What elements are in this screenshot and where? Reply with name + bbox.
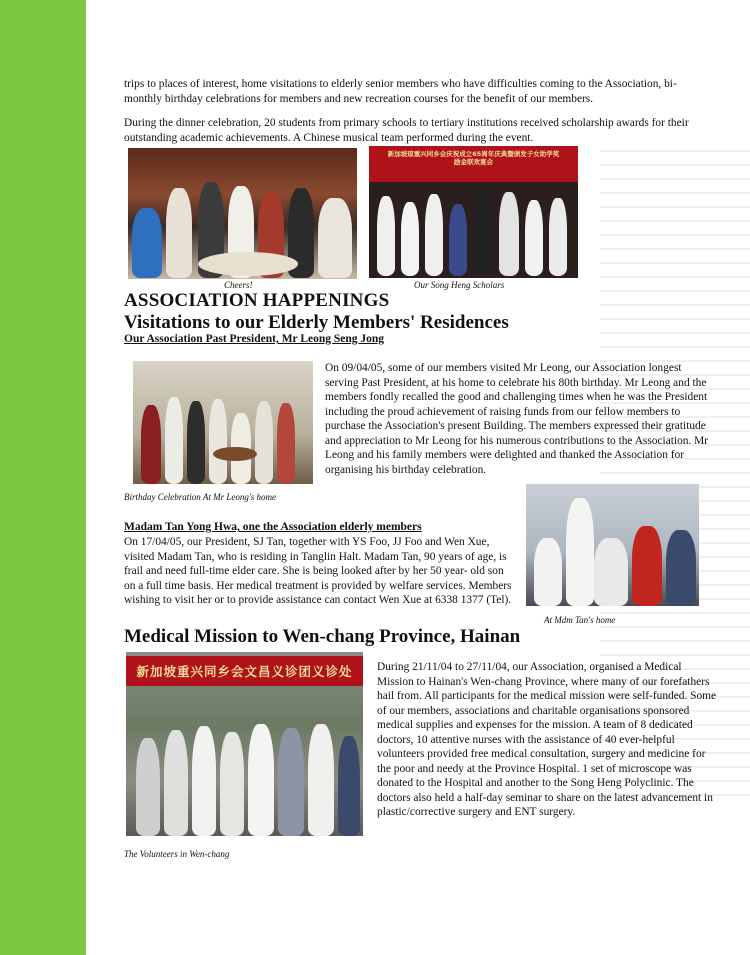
- cheers-photo: [128, 148, 357, 279]
- leong-title: Our Association Past President, Mr Leong Seng Jong: [124, 333, 385, 345]
- leong-text: On 09/04/05, some of our members visited Mr Leong, our Association longest serving Past President, at his home to celebrate his 80th birthday. Mr Leong and the members fondly recalled the good and challenging times when he was the President including the proud achievement of raising funds from our fellow members to purchase the Association's present Building. The members expressed their gratitude and appreciation to Mr Leong for his numerous contributions to the Association. Mr Leong and his family members were delighted and thanked the Association for organising his birthday celebration.: [325, 362, 709, 476]
- tan-text: On 17/04/05, our President, SJ Tan, together with YS Foo, JJ Foo and Wen Xue, visited Madam Tan, who is residing in Tanglin Halt. Madam Tan, 90 years of age, is frail and need full-time elder care. She is being looked after by her 50 year- old son on a full time basis. Her medical treatment is provided by welfare services. Members wishing to visit her or to provide assistance can contact Wen Xue at 6338 1377 (Tel).: [124, 536, 512, 606]
- birthday-caption: Birthday Celebration At Mr Leong's home: [124, 492, 276, 502]
- cheers-caption: Cheers!: [224, 280, 253, 290]
- birthday-photo: [133, 361, 313, 484]
- mdm-tan-caption: At Mdm Tan's home: [544, 615, 616, 625]
- scholars-banner: 新加坡琼重兴同乡会庆祝成立65周年庆典暨颁发子女助学奖励金联欢宴会: [387, 150, 560, 166]
- section-heading: ASSOCIATION HAPPENINGS: [124, 290, 390, 311]
- tan-title: Madam Tan Yong Hwa, one the Association elderly members: [124, 521, 422, 533]
- medical-heading: Medical Mission to Wen-chang Province, Hainan: [124, 626, 521, 647]
- sidebar-green-bar: [0, 0, 86, 955]
- scholars-caption: Our Song Heng Scholars: [414, 280, 505, 290]
- scholars-photo: [369, 146, 578, 278]
- section-subheading: Visitations to our Elderly Members' Residences: [124, 312, 509, 333]
- volunteers-photo: [126, 652, 363, 836]
- intro-paragraph-2: During the dinner celebration, 20 students from primary schools to tertiary institutions received scholarship awards for their outstanding academic achievements. A Chinese musical team performed during the event.: [124, 117, 689, 144]
- volunteers-banner: 新加坡重兴同乡会文昌义诊团义诊处: [136, 664, 353, 679]
- medical-text: During 21/11/04 to 27/11/04, our Association, organised a Medical Mission to Hainan's Wen-chang Province, where many of our forefathers hail from. All participants for the medical mission were self-funded. Some of our members, associations and charitable organisations sponsored medical supplies and expenses for the mission. A team of 8 dedicated doctors, 10 attentive nurses with the assistance of 40 ever-helpful volunteers provided free medical consultation, surgery and medicine for the poor and needy at the Province Hospital. 1 set of microscope was donated to the Hospital and another to the Song Heng Polyclinic. The doctors also held a half-day seminar to share on the latest advancement in plastic/corrective surgery and ENT surgery.: [377, 661, 717, 818]
- volunteers-caption: The Volunteers in Wen-chang: [124, 849, 230, 859]
- mdm-tan-photo: [526, 484, 699, 606]
- intro-paragraph-1: trips to places of interest, home visitations to elderly senior members who have difficulties coming to the Association, bi-monthly birthday celebrations for members and new recreation courses for the benefit of our members.: [124, 78, 677, 105]
